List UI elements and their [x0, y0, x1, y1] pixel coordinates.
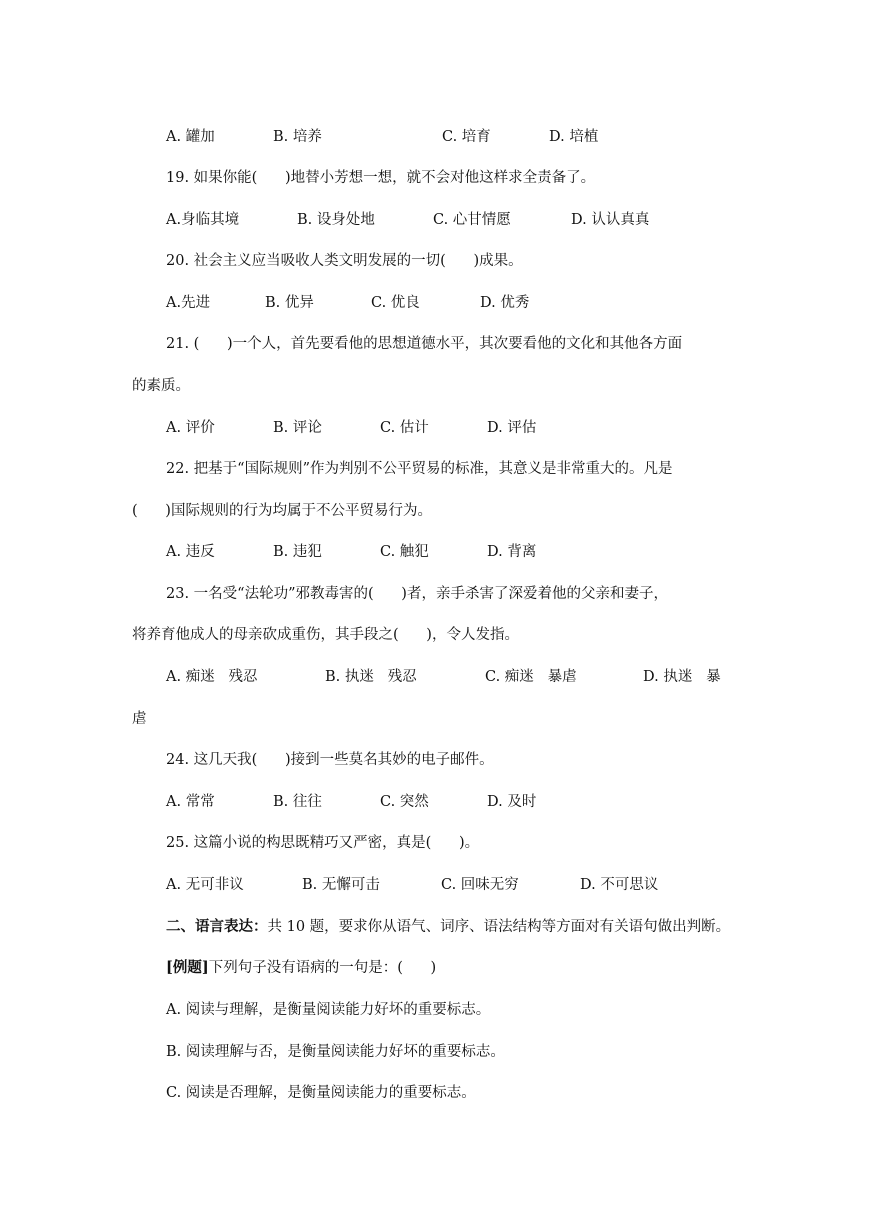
q25-option-b: B. 无懈可击	[302, 877, 380, 893]
q19-option-a: A.身临其境	[166, 212, 240, 228]
q21-option-c: C. 估计	[380, 420, 429, 436]
q22-option-b: B. 违犯	[273, 544, 322, 560]
q23-option-b: B. 执迷 残忍	[325, 669, 417, 685]
q24-option-b: B. 往往	[273, 794, 322, 810]
q23-option-a: A. 痴迷 残忍	[166, 669, 258, 685]
q18-option-c: C. 培育	[442, 129, 491, 145]
q22-option-d: D. 背离	[487, 544, 537, 560]
example-option-a: A. 阅读与理解，是衡量阅读能力好坏的重要标志。	[166, 1002, 491, 1018]
q24-option-c: C. 突然	[380, 794, 429, 810]
q24-option-a: A. 常常	[166, 794, 215, 810]
q24-option-d: D. 及时	[487, 794, 537, 810]
q23-stem: 23. 一名受“法轮功”邪教毒害的( )者，亲手杀害了深爱着他的父亲和妻子，	[166, 586, 668, 602]
q21-option-b: B. 评论	[273, 420, 322, 436]
q21-option-a: A. 评价	[166, 420, 215, 436]
q20-option-d: D. 优秀	[480, 295, 530, 311]
q20-option-b: B. 优异	[265, 295, 314, 311]
q20-option-a: A.先进	[166, 295, 211, 311]
q22-stem-continued: ( )国际规则的行为均属于不公平贸易行为。	[132, 503, 432, 519]
q24-stem: 24. 这几天我( )接到一些莫名其妙的电子邮件。	[166, 752, 494, 768]
q23-stem-continued: 将养育他成人的母亲砍成重伤，其手段之( )，令人发指。	[132, 627, 519, 643]
section-2-description: 共 10 题，要求你从语气、词序、语法结构等方面对有关语句做出判断。	[267, 919, 731, 935]
q18-option-b: B. 培养	[273, 129, 322, 145]
q25-option-d: D. 不可思议	[580, 877, 659, 893]
q22-option-a: A. 违反	[166, 544, 215, 560]
q19-option-c: C. 心甘情愿	[433, 212, 511, 228]
q21-stem-continued: 的素质。	[132, 378, 190, 394]
q21-option-d: D. 评估	[487, 420, 537, 436]
q19-option-d: D. 认认真真	[571, 212, 650, 228]
example-tag: [例题]	[166, 959, 209, 976]
example-question	[166, 958, 436, 978]
q25-stem: 25. 这篇小说的构思既精巧又严密，真是( )。	[166, 835, 480, 851]
example-option-b: B. 阅读理解与否，是衡量阅读能力好坏的重要标志。	[166, 1044, 505, 1060]
q18-option-d: D. 培植	[549, 129, 599, 145]
q25-option-a: A. 无可非议	[166, 877, 244, 893]
q18-option-a: A. 罐加	[166, 129, 215, 145]
q23-option-d: D. 执迷 暴	[643, 669, 721, 685]
q25-option-c: C. 回味无穷	[441, 877, 519, 893]
example-stem: 下列句子没有语病的一句是：( )	[208, 960, 437, 976]
q19-option-b: B. 设身处地	[297, 212, 375, 228]
section-2-header	[166, 917, 730, 937]
q20-option-c: C. 优良	[371, 295, 420, 311]
q22-stem: 22. 把基于“国际规则”作为判别不公平贸易的标准，其意义是非常重大的。凡是	[166, 461, 673, 477]
q23-option-d-wrap: 虐	[132, 711, 147, 727]
section-2-heading: 二、语言表达：	[166, 918, 268, 935]
q23-option-c: C. 痴迷 暴虐	[485, 669, 577, 685]
example-option-c: C. 阅读是否理解，是衡量阅读能力的重要标志。	[166, 1085, 476, 1101]
q21-stem: 21. ( )一个人，首先要看他的思想道德水平，其次要看他的文化和其他各方面	[166, 336, 683, 352]
q19-stem: 19. 如果你能( )地替小芳想一想，就不会对他这样求全责备了。	[166, 170, 596, 186]
q20-stem: 20. 社会主义应当吸收人类文明发展的一切( )成果。	[166, 253, 523, 269]
q22-option-c: C. 触犯	[380, 544, 429, 560]
